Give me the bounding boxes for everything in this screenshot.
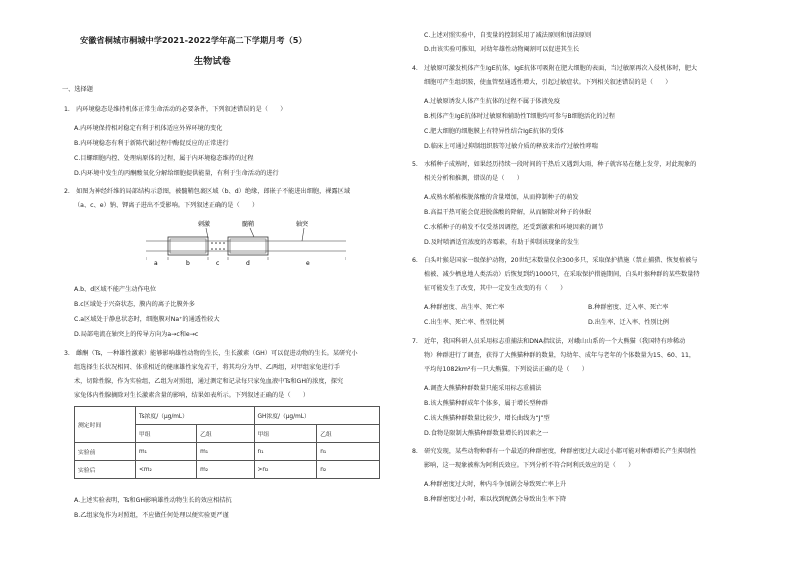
q3-option-b[interactable]: B.乙组家兔作为对照组，不应做任何处理以便实验更严谨 xyxy=(74,512,229,519)
axon-pointer xyxy=(302,228,304,241)
q7-stem-line3: 平均每1082km²有一只大熊猫。下列说法正确的是（ ） xyxy=(424,366,588,373)
q6-option-c[interactable]: C.出生率、死亡率、性别比例 xyxy=(424,319,505,326)
ts-group-yi: 乙组 xyxy=(197,425,254,443)
q4-stem-line1: 4. 过敏原可激发机体产生IgE抗体，IgE抗体可吸附在肥大细胞的表面，当过敏原再次入侵机体时，肥大 xyxy=(412,65,698,72)
q3-data-table xyxy=(74,406,380,479)
q7-option-b[interactable]: B.该大熊猫种群成年个体多，属于增长型种群 xyxy=(424,400,548,407)
q8-option-a[interactable]: A.种群密度过大时，种内斗争加剧会导致死亡率上升 xyxy=(424,481,567,488)
table-cell: <m₂ xyxy=(136,461,197,479)
q7-option-d[interactable]: D.食物是限制大熊猫种群数量增长的因素之一 xyxy=(424,430,549,437)
q8-option-b[interactable]: B.种群密度过小时，难以找到配偶会导致出生率下降 xyxy=(424,496,567,503)
label-stimulus: 刺激 xyxy=(198,221,211,228)
q8-stem-line1: 8. 研究发现，某些动物种群有一个最适的种群密度，种群密度过大或过小都可能对种群增长产生抑制性 xyxy=(412,448,697,455)
q5-option-a[interactable]: A.成熟水稻植株脱落酸的含量增加，从而抑制种子的萌发 xyxy=(424,194,579,201)
gh-group-jia: 甲组 xyxy=(254,425,317,443)
section-heading: 一、选择题 xyxy=(62,86,93,93)
q2-option-a[interactable]: A.b、d区域不能产生动作电位 xyxy=(74,286,157,293)
table-cell: >n₂ xyxy=(254,461,317,479)
q7-option-c[interactable]: C.该大熊猫种群数量比较少，增长曲线为“J”型 xyxy=(424,415,550,422)
row-before-label: 实验前 xyxy=(75,443,136,461)
table-cell: m₁ xyxy=(136,443,197,461)
q6-stem-line3: 征可能发生了改变，其中一定发生改变的有（ ） xyxy=(424,285,567,292)
q2-stem-line2: （a、c、e）钠、钾离子进出不受影响。下列叙述正确的是（ ） xyxy=(74,202,259,209)
q3-stem-line1: 3. 雌酮（Ts，一种雄性激素）能够影响雄性动物的生长，生长激素（GH）可以促进动物的生长。某研究小 xyxy=(64,350,358,357)
ion-dots xyxy=(211,242,225,250)
region-a: a xyxy=(154,260,158,267)
region-c: c xyxy=(216,260,220,267)
q4-option-d[interactable]: D.临床上可通过抑制组织胺等过敏介质的释放来治疗过敏性哮喘 xyxy=(424,143,598,150)
region-e: e xyxy=(306,260,310,267)
q7-option-a[interactable]: A.调查大熊猫种群数量只能采用标志重捕法 xyxy=(424,385,542,392)
q2-option-b[interactable]: B.c区域处于兴奋状态，膜内的离子比膜外多 xyxy=(74,301,195,308)
q5-stem-line2: 相关分析和推测，错误的是（ ） xyxy=(424,175,523,182)
exam-subtitle: 生物试卷 xyxy=(194,56,231,67)
q4-option-a[interactable]: A.过敏原诱发人体产生抗体的过程不属于体液免疫 xyxy=(424,98,561,105)
q5-stem-line1: 5. 水稻种子成熟时，如果经历持续一段时间的干热后又遇到大雨，种子就容易在穗上发芽，对此现象的 xyxy=(412,161,697,168)
q1-option-a[interactable]: A.内环境保持相对稳定有利于机体适应外界环境的变化 xyxy=(74,125,223,132)
stimulus-pointer xyxy=(206,228,208,238)
q6-option-b[interactable]: B.种群密度、迁入率、死亡率 xyxy=(588,304,669,311)
col-time-header: 测定时间 xyxy=(75,407,136,443)
q2-stem-line1: 2. 如图为神经纤维的局部结构示意图，被髓鞘包裹区域（b、d）绝缘，郎嵌子不能进出细胞，裸露区域 xyxy=(64,188,351,195)
ts-header: Ts浓度/（μg/mL） xyxy=(136,407,255,425)
region-d: d xyxy=(246,260,250,267)
table-cell: n₂ xyxy=(317,461,380,479)
q2-option-d[interactable]: D.局部电流在轴突上的传导方向为a→c和e→c xyxy=(74,331,199,338)
q3-stem-line2: 组选择生长状况相同、体重相近的健康雄性家兔若干，将其均分为甲、乙两组，对甲组家兔进行手 xyxy=(74,364,341,371)
q6-option-a[interactable]: A.种群密度、出生率、死亡率 xyxy=(424,304,505,311)
q6-stem-line1: 6. 白头叶猴是国家一级保护动物，20世纪末数量仅余300多只，采取保护措施（禁止捕猎、恢复植被与 xyxy=(412,257,698,264)
q3-stem-line4: 家兔体内性腺摘除对生长激素含量的影响，结果如表所示。下列叙述正确的是（ ） xyxy=(74,392,310,399)
q4-option-b[interactable]: B.机体产生IgE抗体时过敏原和辅助性T细胞均可参与B细胞活化的过程 xyxy=(424,113,615,120)
gh-group-yi: 乙组 xyxy=(317,425,380,443)
gh-header: GH浓度/（μg/mL） xyxy=(254,407,379,425)
q3-stem-line3: 术，切除性腺，作为实验组，乙组为对照组，通过测定和记录每只家兔血液中Ts和GH的浓度，探究 xyxy=(74,378,344,385)
q7-stem-line1: 7. 近年，我国科研人员采用标志重捕法和DNA指纹法，对峨山山系的一个大熊猫（我国特有珍稀动 xyxy=(412,338,686,345)
q6-stem-line2: 植被、减少栖息地人类活动）后恢复到约1000只，在采取保护措施期间，白头叶猴种群的某些数量特 xyxy=(424,271,700,278)
q3-option-c[interactable]: C.上述对照实验中，自变量的控制采用了减法原则和加法原则 xyxy=(424,32,592,39)
q5-option-d[interactable]: D.及时喷洒适宜浓度的赤霉素，有助于抑制该现象的发生 xyxy=(424,239,580,246)
q1-option-b[interactable]: B.内环境稳态有利于新陈代谢过程中酶促反应的正常进行 xyxy=(74,140,229,147)
q8-stem-line2: 影响，这一现象被称为阿利氏效应。下列分析不符合阿利氏效应的是（ ） xyxy=(424,462,635,469)
ts-group-jia: 甲组 xyxy=(136,425,197,443)
row-after-label: 实验后 xyxy=(75,461,136,479)
q3-option-a[interactable]: A.上述实验表明，Ts和GH影响雄性动物生长的效应相拮抗 xyxy=(74,497,232,504)
q1-stem: 1. 内环境稳态是维持机体正常生命活动的必要条件，下列叙述错误的是（ ） xyxy=(64,106,287,113)
myelin-pointer xyxy=(250,228,254,237)
q4-option-c[interactable]: C.肥大细胞的细胞膜上有特异性结合IgE抗体的受体 xyxy=(424,128,564,135)
myelin-sheath-d xyxy=(228,237,268,255)
table-cell: m₂ xyxy=(197,461,254,479)
q1-option-c[interactable]: C.目螺细胞内控、处理病原体的过程，属于内环境稳态维持的过程 xyxy=(74,155,254,162)
label-myelin: 髓鞘 xyxy=(242,221,255,228)
q5-option-c[interactable]: C.水稻种子的萌发不仅受基因调控，还受到激素和环境因素的调节 xyxy=(424,224,604,231)
table-cell: n₁ xyxy=(254,443,317,461)
nerve-fiber-figure xyxy=(146,216,346,268)
q2-option-c[interactable]: C.a区域处于静息状态时，细胞膜对Na⁺的通透性较大 xyxy=(74,316,220,323)
myelin-sheath-b xyxy=(168,237,208,255)
label-axon: 轴突 xyxy=(296,221,309,228)
q1-option-d[interactable]: D.内环境中发生的丙酮酸氧化分解给细胞提供能量，有利于生命活动的进行 xyxy=(74,170,279,177)
q4-stem-line2: 细胞可产生组织胺，使血管壁通透性增大，引起过敏症状。下列相关叙述错误的是（ ） xyxy=(424,79,672,86)
table-cell: n₁ xyxy=(317,443,380,461)
exam-title: 安徽省桐城市桐城中学2021-2022学年高二下学期月考（5） xyxy=(80,35,307,45)
q5-option-b[interactable]: B.高温干热可能会促进脱落酸的降解，从而解除对种子的休眠 xyxy=(424,209,592,216)
table-cell: m₁ xyxy=(197,443,254,461)
q6-option-d[interactable]: D.出生率、迁入率、性别比例 xyxy=(588,319,669,326)
q7-stem-line2: 物）种群进行了调查，获得了大熊猫种群的数量，勾幼年、成年与老年的个体数量为15、60、11， xyxy=(424,352,696,359)
region-b: b xyxy=(186,260,190,267)
q3-option-d[interactable]: D.由该实验可推知，对幼年雄性动物阉割可以促进其生长 xyxy=(424,46,580,53)
